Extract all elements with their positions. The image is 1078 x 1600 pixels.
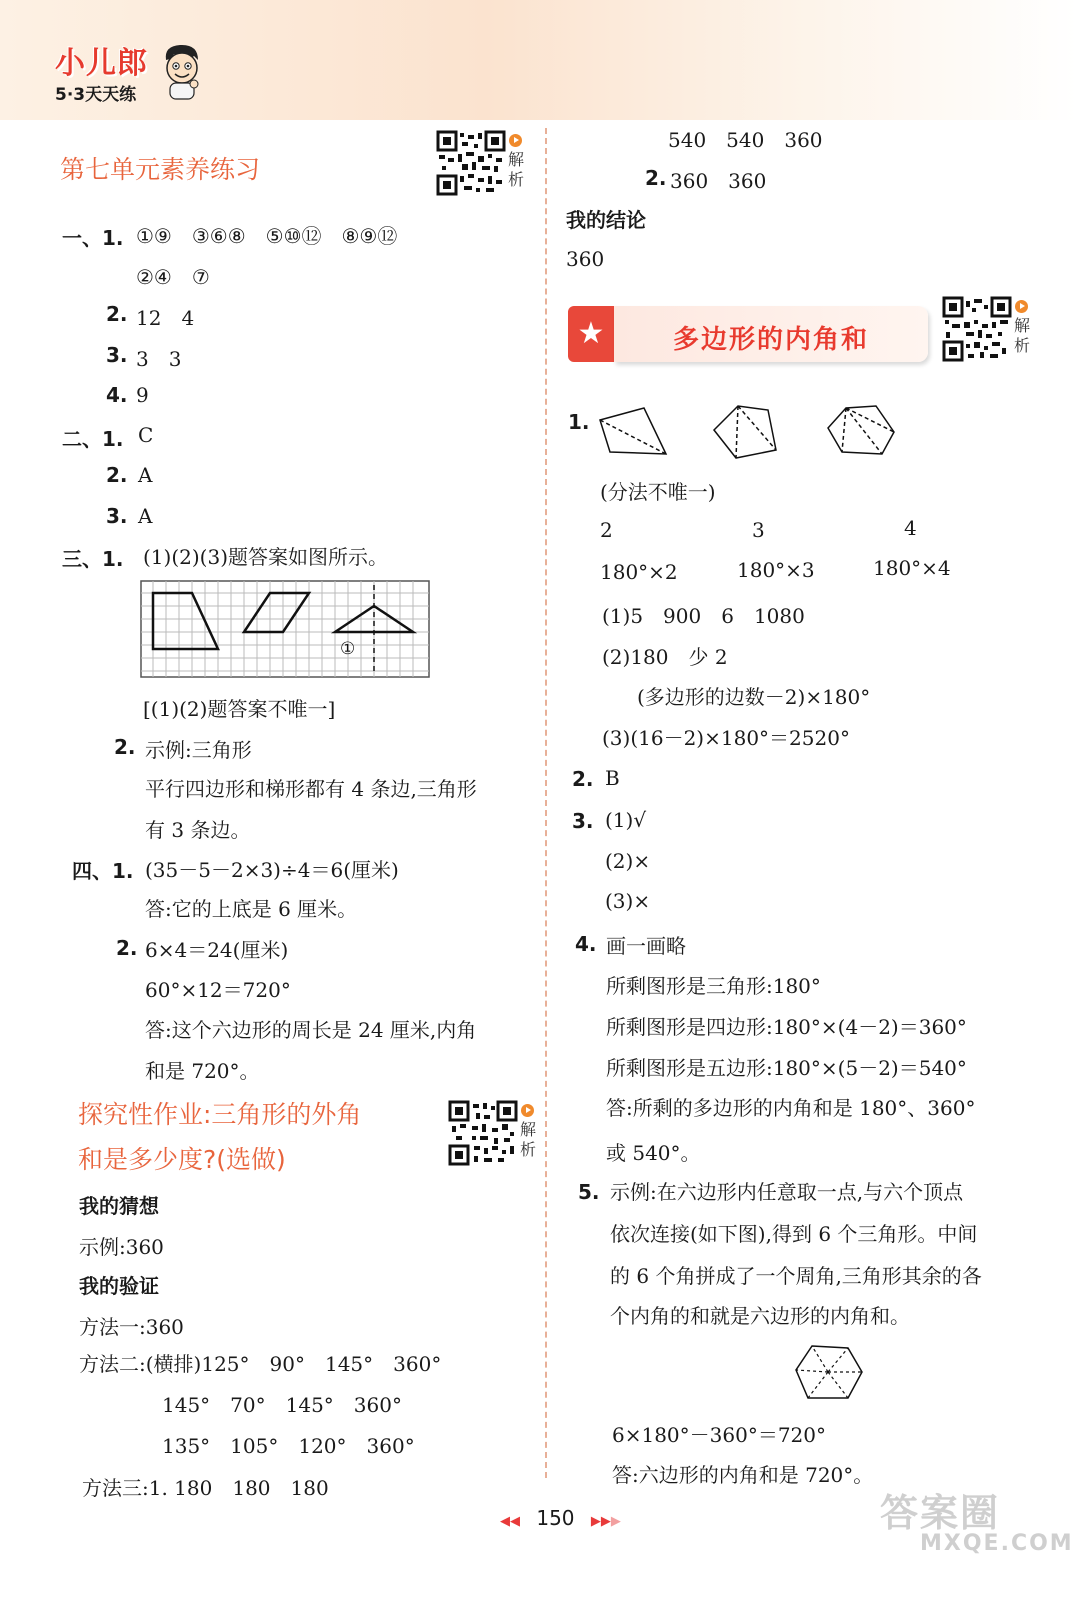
part1-q2-answer: 12 4: [136, 306, 195, 330]
part1-q1-line2: ②④ ⑦: [136, 265, 210, 289]
star-icon: ★: [568, 306, 614, 362]
part4-label: 四、1.: [72, 859, 134, 883]
part4-q2-answer-cont: 和是 720°。: [145, 1059, 260, 1083]
q1-sub2-formula: (多边形的边数－2)×180°: [637, 685, 871, 709]
q4-line5: 答:所剩的多边形的内角和是 180°、360°: [606, 1096, 976, 1120]
watermark-sub: MXQE.COM: [920, 1531, 1074, 1556]
conclusion-heading: 我的结论: [566, 208, 646, 232]
figure-mark-1: ①: [340, 639, 356, 659]
part1-q4-num: 4.: [106, 383, 128, 407]
q3-num: 3.: [572, 809, 594, 833]
right-top-q2-answer: 360 360: [670, 169, 767, 193]
banner-title: 多边形的内角和: [672, 325, 869, 355]
part4-q1-answer: 答:它的上底是 6 厘米。: [145, 897, 358, 921]
part1-q3-num: 3.: [106, 343, 128, 367]
method2-row3: 135° 105° 120° 360°: [162, 1434, 415, 1458]
q4-line4: 所剩图形是五边形:180°×(5－2)＝540°: [606, 1056, 967, 1080]
q1-row2-col3: 180°×4: [873, 556, 951, 580]
q5-line4: 个内角的和就是六边形的内角和。: [610, 1304, 910, 1328]
qr-code-icon[interactable]: [436, 130, 506, 196]
part2-q2-num: 2.: [106, 463, 128, 487]
next-arrow-icon: ▶▶: [590, 1514, 611, 1529]
qr-analysis-label[interactable]: 解析: [508, 134, 526, 190]
q1-row1-col2: 3: [752, 518, 765, 542]
part3-q2-line3: 有 3 条边。: [145, 818, 251, 842]
part3-q2-answer: 示例:三角形: [145, 738, 252, 762]
right-top-q2-num: 2.: [645, 166, 667, 190]
guess-answer: 示例:360: [79, 1235, 164, 1259]
part1-label: 一、1.: [62, 226, 124, 250]
column-divider: [545, 128, 547, 1478]
q3-sub2: (2)×: [605, 849, 651, 873]
part3-q1-answer: (1)(2)(3)题答案如图所示。: [143, 545, 388, 569]
hexagon-figure: [792, 1342, 864, 1404]
q5-line2: 依次连接(如下图),得到 6 个三角形。中间: [610, 1222, 978, 1246]
part1-q4-answer: 9: [136, 383, 149, 407]
part3-q2-num: 2.: [114, 735, 136, 759]
part1-q3-answer: 3 3: [136, 347, 182, 371]
qr-code-icon[interactable]: [942, 296, 1012, 362]
q1-sub3: (3)(16－2)×180°＝2520°: [602, 726, 850, 750]
part2-q3-num: 3.: [106, 504, 128, 528]
prev-arrow-icon: ◀◀: [500, 1514, 520, 1529]
part1-q1-line1: ①⑨ ③⑥⑧ ⑤⑩⑫ ⑧⑨⑫: [136, 224, 398, 248]
q2-num: 2.: [572, 767, 594, 791]
section-title: 第七单元素养练习: [60, 155, 261, 184]
q4-line2: 所剩图形是三角形:180°: [606, 974, 821, 998]
q3-sub1: (1)√: [605, 808, 647, 832]
explore-title-line2: 和是多少度?(选做): [78, 1145, 286, 1174]
part4-q2-formula1: 6×4＝24(厘米): [145, 938, 289, 962]
part3-q2-line2: 平行四边形和梯形都有 4 条边,三角形: [145, 777, 477, 801]
q1-note: (分法不唯一): [600, 480, 716, 504]
qr-analysis-label[interactable]: 解析: [520, 1104, 538, 1160]
q5-answer: 答:六边形的内角和是 720°。: [612, 1463, 874, 1487]
q1-sub2: (2)180 少 2: [602, 645, 728, 669]
guess-heading: 我的猜想: [79, 1194, 159, 1218]
q1-row1-col1: 2: [600, 518, 613, 542]
part4-q2-num: 2.: [116, 936, 138, 960]
part1-q2-num: 2.: [106, 302, 128, 326]
part2-q2-answer: A: [138, 463, 153, 487]
page-number: 150: [536, 1506, 575, 1530]
q3-sub3: (3)×: [605, 889, 651, 913]
part3-label: 三、1.: [62, 547, 124, 571]
explore-title-line1: 探究性作业:三角形的外角: [78, 1100, 362, 1129]
part2-q3-answer: A: [138, 504, 153, 528]
grid-figure: [140, 580, 430, 678]
part3-q1-note: [(1)(2)题答案不唯一]: [143, 697, 336, 721]
brand-name: 小儿郎: [55, 46, 148, 81]
q4-num: 4.: [575, 932, 597, 956]
method3: 方法三:1. 180 180 180: [82, 1476, 329, 1500]
method1: 方法一:360: [79, 1315, 184, 1339]
q1-sub1: (1)5 900 6 1080: [602, 604, 805, 628]
conclusion-answer: 360: [566, 247, 605, 271]
q4-line6: 或 540°。: [606, 1141, 701, 1165]
q1-num: 1.: [568, 410, 590, 434]
part4-q2-answer: 答:这个六边形的周长是 24 厘米,内角: [145, 1018, 477, 1042]
q4-line1: 画一画略: [606, 934, 686, 958]
q5-num: 5.: [578, 1180, 600, 1204]
page-number-bar: ◀◀ 150 ▶▶▶: [500, 1506, 621, 1530]
watermark: [880, 1482, 1074, 1556]
q5-formula: 6×180°－360°＝720°: [612, 1423, 827, 1447]
method2-row1: 方法二:(横排)125° 90° 145° 360°: [79, 1352, 442, 1376]
qr-analysis-label[interactable]: 解析: [1014, 300, 1032, 356]
q2-answer: B: [605, 766, 620, 790]
q1-row2-col1: 180°×2: [600, 560, 678, 584]
verify-heading: 我的验证: [79, 1274, 159, 1298]
part4-q2-formula2: 60°×12＝720°: [145, 978, 291, 1002]
q5-line1: 示例:在六边形内任意取一点,与六个顶点: [610, 1180, 964, 1204]
mascot-boy-icon: [160, 42, 204, 102]
qr-code-icon[interactable]: [448, 1100, 518, 1166]
q4-line3: 所剩图形是四边形:180°×(4－2)＝360°: [606, 1015, 967, 1039]
polygon-division-figures: [596, 402, 902, 464]
brand-logo: [55, 38, 148, 105]
part4-q1-formula: (35－5－2×3)÷4＝6(厘米): [145, 858, 399, 882]
part2-label: 二、1.: [62, 427, 124, 451]
section-banner: [568, 306, 928, 362]
watermark-main: 答案圈: [880, 1491, 1001, 1535]
q5-line3: 的 6 个角拼成了一个周角,三角形其余的各: [610, 1264, 982, 1288]
q1-row2-col2: 180°×3: [737, 558, 815, 582]
brand-subtitle: 5·3天天练: [55, 85, 137, 105]
part2-q1-answer: C: [138, 423, 154, 447]
banner-body: [614, 306, 928, 362]
right-top-line1: 540 540 360: [668, 128, 823, 152]
q1-row1-col3: 4: [904, 516, 917, 540]
method2-row2: 145° 70° 145° 360°: [162, 1393, 402, 1417]
